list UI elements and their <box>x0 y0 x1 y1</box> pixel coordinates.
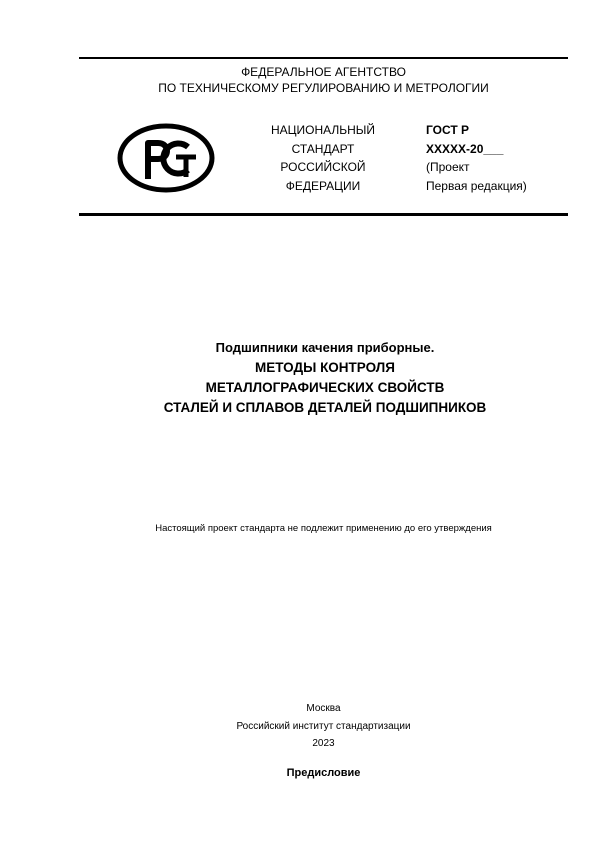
standard-designation <box>426 121 566 195</box>
standard-number: ХХХХХ-20___ <box>426 141 504 156</box>
document-title <box>60 338 590 418</box>
standard-type-line-4: ФЕДЕРАЦИИ <box>285 178 361 193</box>
standard-type-line-2: СТАНДАРТ <box>291 141 355 156</box>
imprint-city: Москва <box>306 703 341 714</box>
foreword-heading: Предисловие <box>286 767 361 779</box>
title-line-1: Подшипники качения приборные. <box>215 340 435 355</box>
imprint-year: 2023 <box>312 738 335 749</box>
header-divider-rule <box>79 213 568 216</box>
imprint <box>79 700 568 753</box>
draft-status-line-1: (Проект <box>426 160 470 174</box>
top-rule <box>79 57 568 59</box>
title-line-4: СТАЛЕЙ И СПЛАВОВ ДЕТАЛЕЙ ПОДШИПНИКОВ <box>163 400 487 415</box>
draft-status-line-2: Первая редакция) <box>426 178 527 193</box>
rst-conformity-mark-icon <box>116 123 216 193</box>
standard-type-line-1: НАЦИОНАЛЬНЫЙ <box>270 123 376 137</box>
standard-type-line-3: РОССИЙСКОЙ <box>280 160 366 174</box>
standard-type <box>253 121 393 195</box>
agency-line-1: ФЕДЕРАЛЬНОЕ АГЕНТСТВО <box>241 65 406 79</box>
title-line-3: МЕТАЛЛОГРАФИЧЕСКИХ СВОЙСТВ <box>205 380 445 395</box>
imprint-publisher: Российский институт стандартизации <box>236 720 411 732</box>
title-line-2: МЕТОДЫ КОНТРОЛЯ <box>255 360 395 375</box>
agency-line-2: ПО ТЕХНИЧЕСКОМУ РЕГУЛИРОВАНИЮ И МЕТРОЛОГИИ <box>158 81 489 95</box>
agency-header <box>79 64 568 96</box>
standard-code: ГОСТ Р <box>426 123 470 137</box>
draft-notice: Настоящий проект стандарта не подлежит применению до его утверждения <box>155 523 492 534</box>
